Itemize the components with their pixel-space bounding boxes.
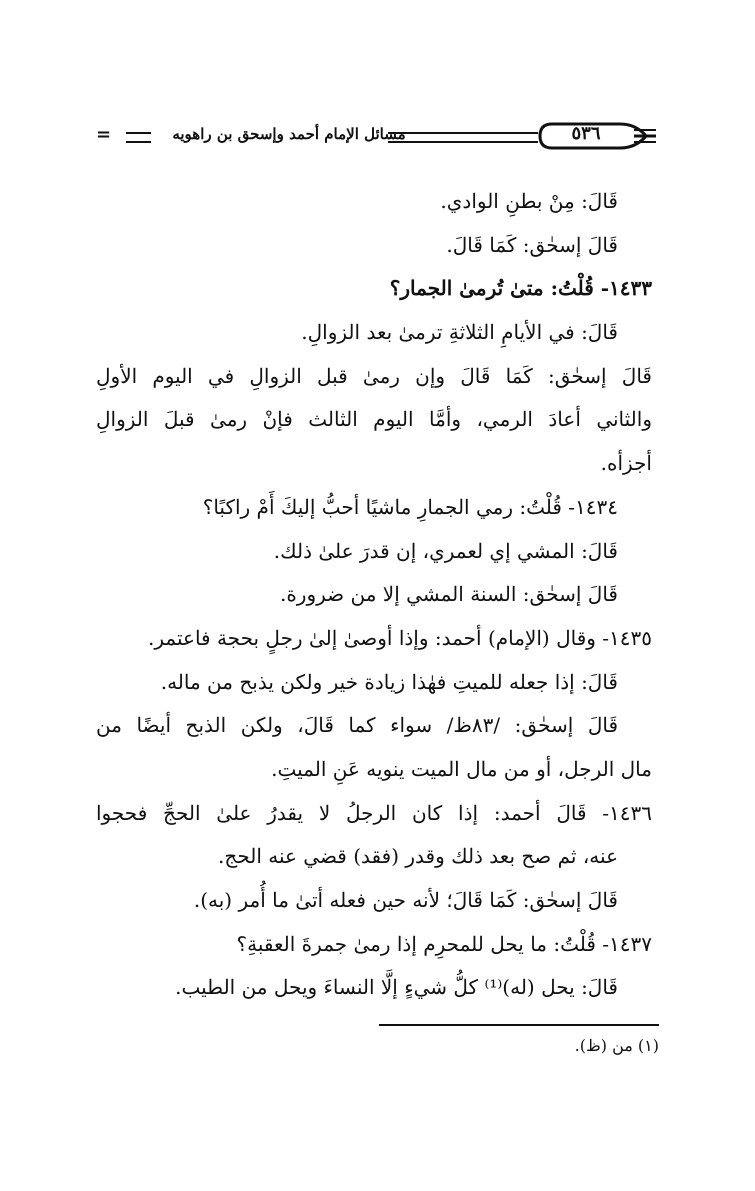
header-title: مسائل الإمام أحمد وإسحق بن راهويه: [172, 125, 406, 143]
text-line: قَالَ إسحٰق: كَمَا قَالَ؛ لأنه حين فعله أتىٰ ما أُمر (به).: [193, 888, 618, 912]
question-line: ١٤٣٤- قُلْتُ: رمي الجمارِ ماشيًا أحبُّ إليكَ أَمْ راكبًا؟: [202, 494, 618, 519]
text-line: قَالَ إسحٰق: كَمَا قَالَ.: [446, 232, 618, 257]
running-header: [96, 122, 656, 152]
header-rule-right: [388, 132, 538, 143]
header-rule-left: [126, 132, 151, 143]
footnote: (١) من (ظ).: [574, 1036, 659, 1055]
question-line: ١٤٣٥- وقال (الإمام) أحمد: وإذا أوصىٰ إلىٰ رجلٍ بحجة فاعتمر.: [148, 625, 652, 650]
question-line: ١٤٣٦- قَالَ أحمد: إذا كان الرجلُ لا يقدرُ علىٰ الحجِّ فحجوا: [96, 800, 652, 825]
page-number-badge: [538, 122, 656, 150]
text-line: قَالَ: إذا جعله للميتِ فهٰذا زيادة خير ولكن يذبح من ماله.: [160, 669, 618, 694]
text-line: قَالَ إسحٰق: كَمَا قَالَ وإن رمىٰ قبل الزوالِ في اليوم الأولِ: [96, 363, 652, 388]
text-line: والثاني أعادَ الرمي، وأمَّا اليوم الثالث فإنْ رمىٰ قبلَ الزوالِ: [96, 407, 652, 432]
text-line: قَالَ: يحل (له)⁽¹⁾ كلُّ شيءٍ إلَّا النساءَ ويحل من الطيب.: [175, 975, 618, 1000]
main-text: [96, 180, 652, 1010]
text-line: قَالَ: مِنْ بطنِ الوادي.: [440, 189, 618, 213]
text-line: مال الرجل، أو من مال الميت ينويه عَنِ الميتِ.: [271, 756, 652, 781]
text-line: قَالَ إسحٰق: /٨٣ظ/ سواء كما قَالَ، ولكن الذبح أيضًا من: [96, 713, 619, 738]
header-end-mark: =: [96, 124, 112, 145]
footnote-separator: [379, 1024, 659, 1026]
text-line: قَالَ: في الأيامِ الثلاثةِ ترمىٰ بعد الزوالِ.: [301, 320, 618, 345]
text-line: قَالَ: المشي إي لعمري، إن قدرَ علىٰ ذلك.: [273, 538, 618, 563]
text-line: قَالَ إسحٰق: السنة المشي إلا من ضرورة.: [279, 582, 618, 607]
page-number: ٥٣٦: [571, 123, 601, 144]
text-line: عنه، ثم صح بعد ذلك وقدر (فقد) قضي عنه الحج.: [218, 844, 618, 869]
question-line: ١٤٣٣- قُلْتُ: متىٰ تُرمىٰ الجمار؟: [389, 276, 652, 301]
text-line: أجزأه.: [600, 451, 652, 476]
question-line: ١٤٣٧- قُلْتُ: ما يحل للمحرِم إذا رمىٰ جمرةَ العقبةِ؟: [236, 931, 652, 956]
